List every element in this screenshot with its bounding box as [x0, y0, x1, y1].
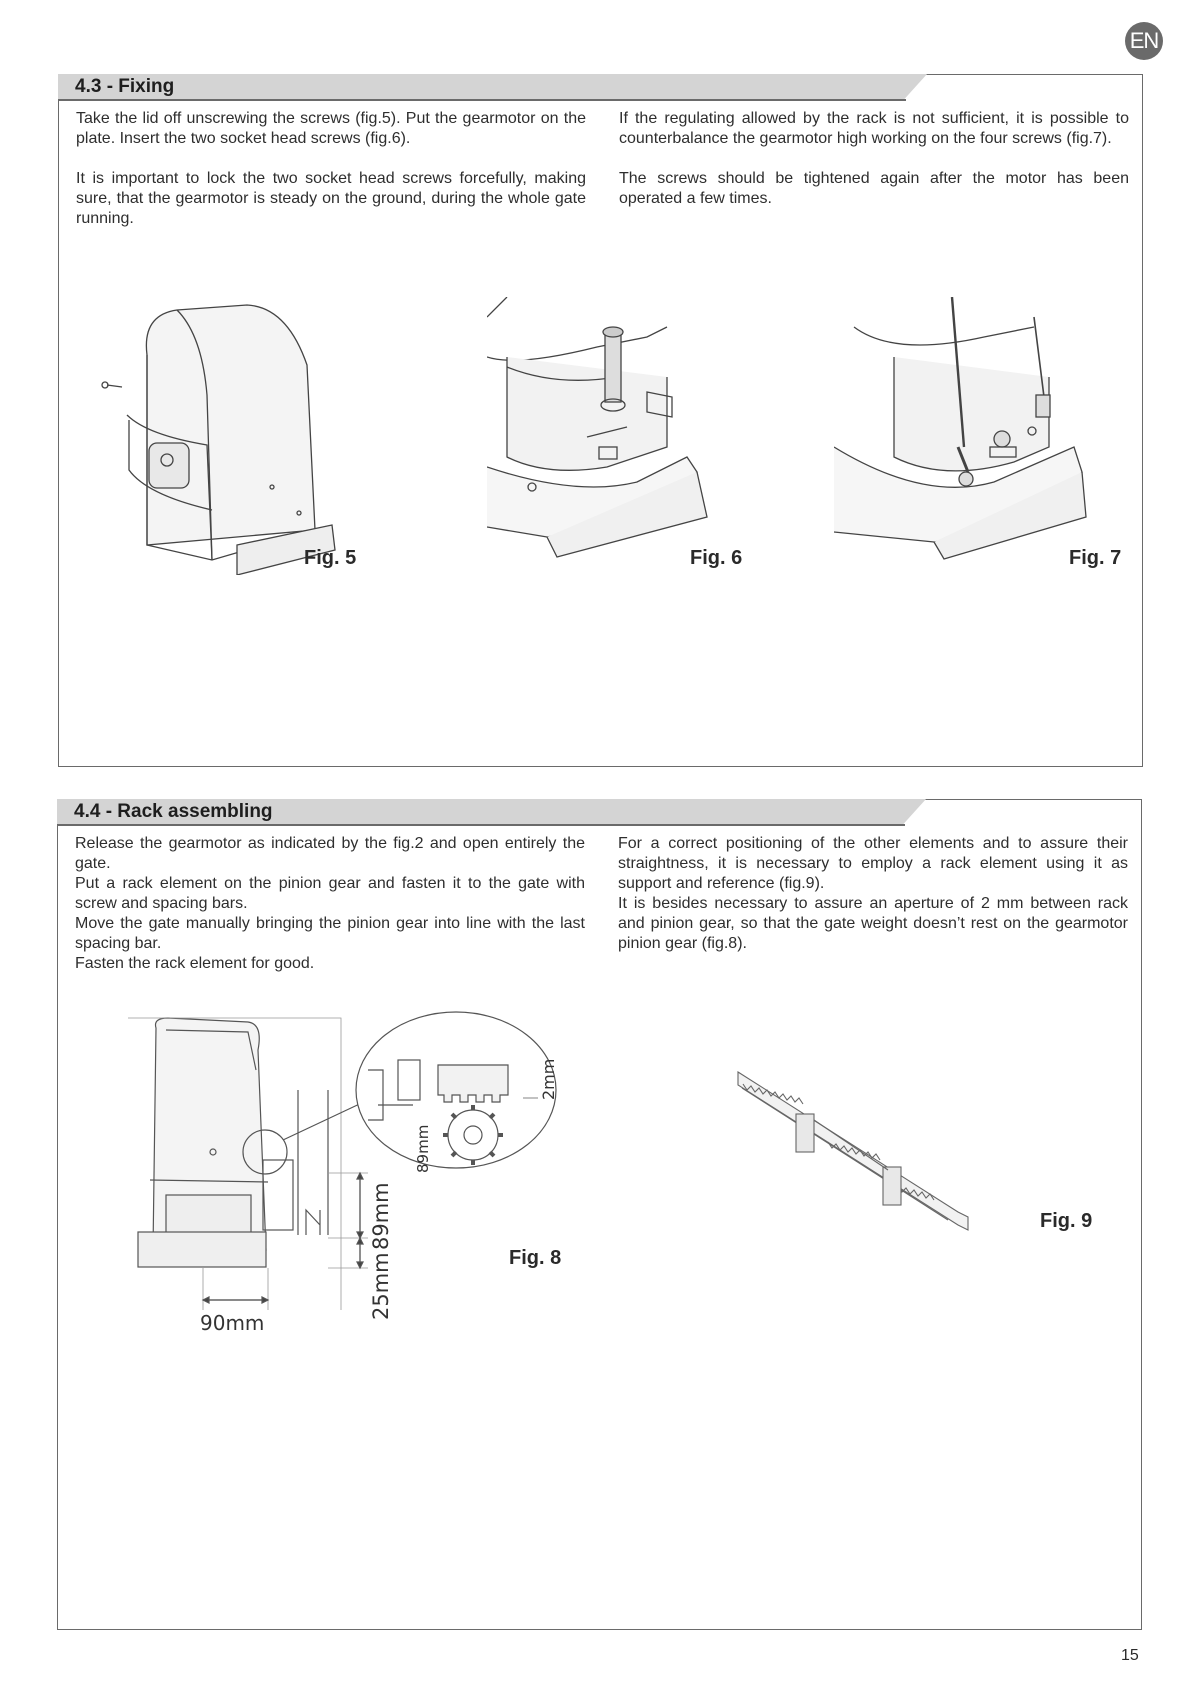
paragraph: The screws should be tightened again after the motor has been operated a few times.: [619, 170, 1129, 207]
paragraph: For a correct positioning of the other elements and to assure their straightness, it is necessary to employ a rack element using it as support and reference (fig.9).: [618, 835, 1128, 892]
fig6-label: Fig. 6: [690, 547, 743, 569]
paragraph: Take the lid off unscrewing the screws (fig.5). Put the gearmotor on the plate. Insert the two socket head screws (fig.6).: [76, 110, 586, 147]
section-rack-assembling: [57, 799, 1142, 1630]
left-column-text: [76, 109, 586, 249]
paragraph: It is important to lock the two socket head screws forcefully, making sure, that the gearmotor is steady on the ground, during the whole gate running.: [76, 170, 586, 227]
right-column-text: [619, 109, 1129, 229]
paragraph: Move the gate manually bringing the pinion gear into line with the last spacing bar.: [75, 915, 585, 952]
fig8-rack-dimension-drawing: [128, 1010, 648, 1355]
right-column-text: [618, 834, 1128, 954]
fig9-rack-elements-drawing: [718, 1062, 998, 1252]
paragraph: Put a rack element on the pinion gear and fasten it to the gate with screw and spacing bars.: [75, 875, 585, 912]
dimension-90mm: 90mm: [200, 1311, 265, 1335]
fig7-screw-adjust-drawing: [834, 297, 1089, 567]
dimension-25mm: 25mm: [369, 1252, 393, 1320]
section-title: 4.3 - Fixing: [75, 76, 175, 97]
paragraph: It is besides necessary to assure an aperture of 2 mm between rack and pinion gear, so that the gate weight doesn’t rest on the gearmotor pinion gear (fig.8).: [618, 895, 1128, 952]
paragraph: If the regulating allowed by the rack is not sufficient, it is possible to counterbalance the gearmotor high working on the four screws (fig.7).: [619, 110, 1129, 147]
detail-dimension-89mm: 89mm: [414, 1124, 432, 1173]
fig7-label: Fig. 7: [1069, 547, 1122, 569]
language-badge: EN: [1125, 22, 1163, 60]
fig5-gearmotor-drawing: [87, 295, 367, 575]
paragraph: Release the gearmotor as indicated by the fig.2 and open entirely the gate.: [75, 835, 585, 872]
fig6-base-plate-drawing: [487, 297, 717, 575]
paragraph: Fasten the rack element for good.: [75, 955, 315, 972]
section-header-bar: [58, 74, 928, 100]
fig5-label: Fig. 5: [304, 547, 357, 569]
fig8-label: Fig. 8: [509, 1247, 562, 1269]
detail-dimension-2mm: 2mm: [539, 1058, 558, 1100]
section-fixing: [58, 74, 1143, 767]
page-number: 15: [1121, 1647, 1139, 1664]
dimension-89mm: 89mm: [369, 1182, 393, 1250]
left-column-text: [75, 834, 585, 974]
fig9-label: Fig. 9: [1040, 1210, 1093, 1232]
section-title: 4.4 - Rack assembling: [74, 801, 273, 822]
